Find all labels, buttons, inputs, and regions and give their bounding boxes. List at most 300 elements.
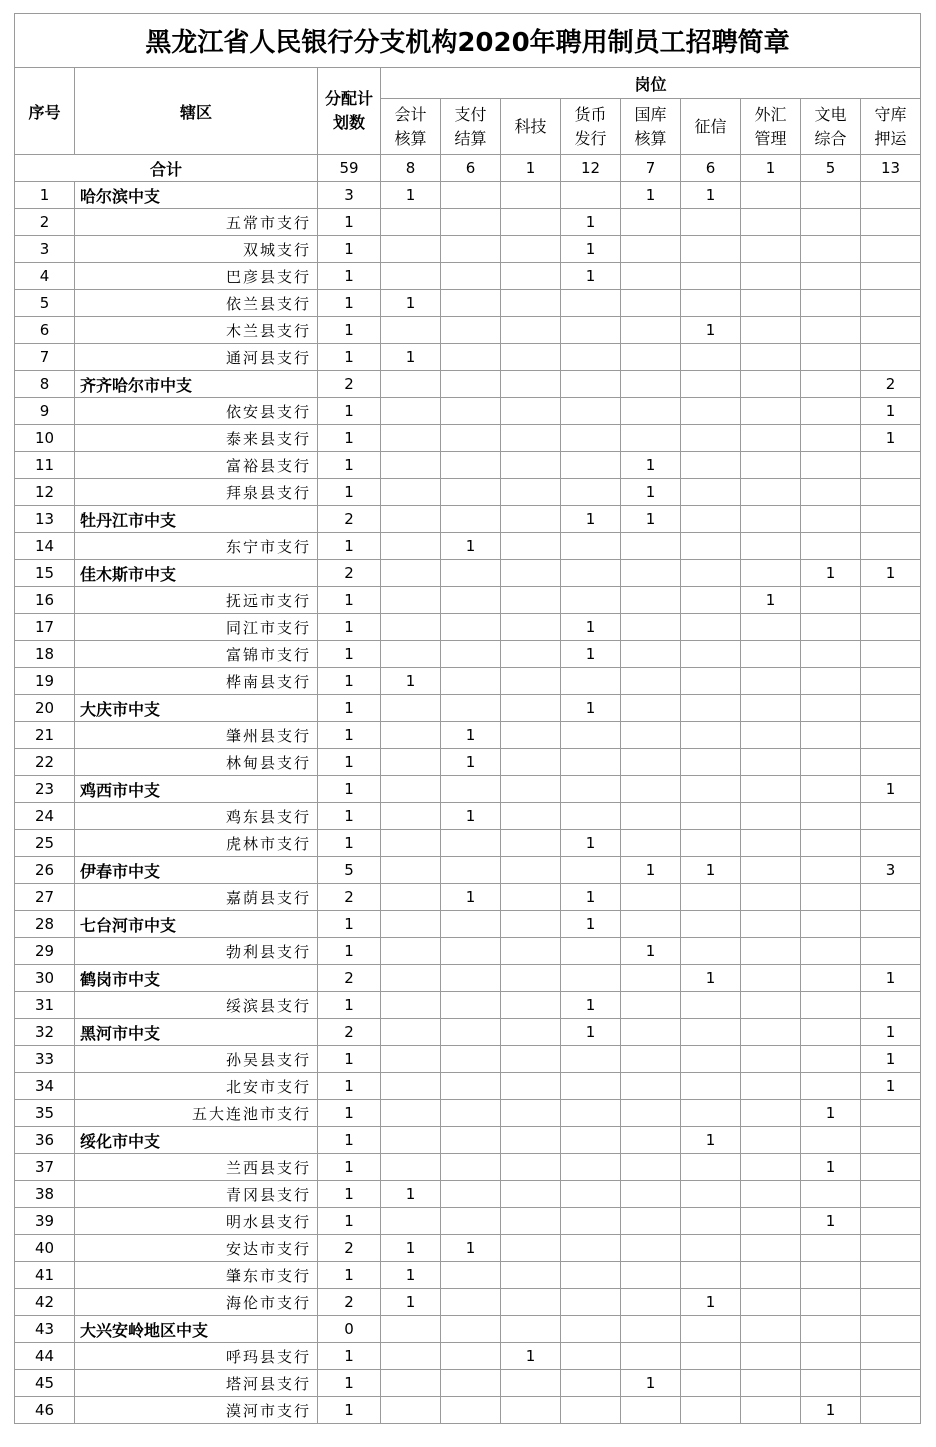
row-position-value	[801, 803, 861, 830]
row-position-value	[441, 911, 501, 938]
row-position-value	[861, 587, 921, 614]
row-position-value	[801, 1019, 861, 1046]
row-position-value	[681, 1370, 741, 1397]
row-position-value	[741, 803, 801, 830]
row-seq: 20	[15, 695, 75, 722]
row-position-value	[861, 1397, 921, 1424]
row-position-value: 1	[861, 965, 921, 992]
row-position-value	[501, 1073, 561, 1100]
row-position-value	[801, 506, 861, 533]
row-position-value	[561, 965, 621, 992]
row-seq: 3	[15, 236, 75, 263]
row-position-value: 1	[501, 1343, 561, 1370]
row-position-value	[681, 371, 741, 398]
row-position-value	[501, 1127, 561, 1154]
row-district-name: 林甸县支行	[75, 749, 318, 776]
row-position-value	[741, 749, 801, 776]
row-position-value: 1	[801, 1208, 861, 1235]
row-position-value	[381, 1046, 441, 1073]
row-seq: 27	[15, 884, 75, 911]
row-position-value	[741, 290, 801, 317]
row-district-name: 通河县支行	[75, 344, 318, 371]
row-position-value	[861, 533, 921, 560]
table-row	[15, 1289, 921, 1316]
row-position-value	[741, 965, 801, 992]
row-district-name: 大庆市中支	[75, 695, 318, 722]
row-position-value	[681, 425, 741, 452]
row-position-value	[381, 1073, 441, 1100]
row-position-value	[561, 857, 621, 884]
row-position-value	[381, 398, 441, 425]
row-position-value	[621, 830, 681, 857]
row-position-value	[861, 317, 921, 344]
row-district-name: 黑河市中支	[75, 1019, 318, 1046]
row-position-value	[501, 803, 561, 830]
row-plan: 2	[318, 371, 381, 398]
row-position-value	[801, 1235, 861, 1262]
row-position-value	[501, 1181, 561, 1208]
row-position-value	[501, 317, 561, 344]
row-district-name: 呼玛县支行	[75, 1343, 318, 1370]
table-row	[15, 398, 921, 425]
header-position-col	[501, 99, 561, 155]
row-position-value	[561, 344, 621, 371]
row-seq: 35	[15, 1100, 75, 1127]
row-position-value: 1	[621, 1370, 681, 1397]
table-row	[15, 965, 921, 992]
row-plan: 1	[318, 1208, 381, 1235]
row-position-value	[861, 344, 921, 371]
row-position-value	[561, 749, 621, 776]
row-position-value	[621, 1019, 681, 1046]
row-position-value: 1	[861, 1019, 921, 1046]
row-seq: 17	[15, 614, 75, 641]
row-position-value: 1	[381, 1181, 441, 1208]
row-seq: 21	[15, 722, 75, 749]
row-position-value	[621, 425, 681, 452]
row-position-value: 1	[561, 236, 621, 263]
row-position-value	[381, 1100, 441, 1127]
row-position-value	[801, 1073, 861, 1100]
row-plan: 1	[318, 533, 381, 560]
row-position-value	[381, 641, 441, 668]
row-position-value	[741, 560, 801, 587]
row-seq: 5	[15, 290, 75, 317]
row-position-value	[561, 479, 621, 506]
row-position-value	[501, 587, 561, 614]
row-district-name: 双城支行	[75, 236, 318, 263]
row-position-value	[801, 317, 861, 344]
row-position-value	[441, 263, 501, 290]
row-position-value	[621, 668, 681, 695]
header-position-col	[441, 99, 501, 155]
row-plan: 1	[318, 911, 381, 938]
table-row	[15, 749, 921, 776]
row-position-value: 1	[441, 722, 501, 749]
row-position-value	[441, 641, 501, 668]
row-district-name: 鸡西市中支	[75, 776, 318, 803]
row-plan: 1	[318, 641, 381, 668]
row-position-value	[801, 911, 861, 938]
row-position-value	[561, 1262, 621, 1289]
row-position-value	[501, 695, 561, 722]
row-position-value	[561, 776, 621, 803]
header-district: 辖区	[75, 68, 318, 155]
table-row	[15, 533, 921, 560]
row-position-value	[501, 749, 561, 776]
row-district-name: 塔河县支行	[75, 1370, 318, 1397]
row-position-value	[741, 722, 801, 749]
row-position-value	[801, 344, 861, 371]
row-position-value	[681, 1181, 741, 1208]
header-plan-line1: 分配计	[324, 89, 373, 108]
row-position-value: 1	[621, 452, 681, 479]
row-position-value	[741, 857, 801, 884]
table-row	[15, 317, 921, 344]
total-value: 1	[741, 155, 801, 182]
row-position-value	[621, 1235, 681, 1262]
row-position-value	[861, 506, 921, 533]
table-row	[15, 803, 921, 830]
row-position-value	[561, 1208, 621, 1235]
table-row	[15, 1262, 921, 1289]
row-position-value	[861, 992, 921, 1019]
row-position-value	[801, 641, 861, 668]
table-row	[15, 1208, 921, 1235]
row-position-value: 2	[861, 371, 921, 398]
row-district-name: 哈尔滨中支	[75, 182, 318, 209]
row-position-value	[501, 236, 561, 263]
row-position-value	[681, 506, 741, 533]
row-position-value	[381, 614, 441, 641]
row-seq: 39	[15, 1208, 75, 1235]
total-value: 7	[621, 155, 681, 182]
row-seq: 42	[15, 1289, 75, 1316]
row-district-name: 安达市支行	[75, 1235, 318, 1262]
row-position-value	[381, 776, 441, 803]
header-position-line2: 发行	[574, 128, 607, 148]
row-position-value	[381, 425, 441, 452]
row-position-value	[681, 533, 741, 560]
row-position-value	[621, 749, 681, 776]
row-position-value	[501, 1154, 561, 1181]
table-row	[15, 938, 921, 965]
row-position-value	[741, 1154, 801, 1181]
row-position-value: 1	[621, 857, 681, 884]
row-position-value: 1	[681, 1289, 741, 1316]
header-position-line2: 核算	[394, 128, 427, 148]
row-position-value	[501, 911, 561, 938]
row-position-value	[501, 1208, 561, 1235]
row-district-name: 桦南县支行	[75, 668, 318, 695]
row-position-value	[441, 182, 501, 209]
row-position-value	[861, 1289, 921, 1316]
row-position-value	[501, 425, 561, 452]
row-district-name: 漠河市支行	[75, 1397, 318, 1424]
page-title: 黑龙江省人民银行分支机构2020年聘用制员工招聘简章	[15, 14, 921, 68]
table-row	[15, 263, 921, 290]
row-position-value	[801, 263, 861, 290]
row-position-value	[861, 911, 921, 938]
row-position-value: 1	[681, 857, 741, 884]
row-position-value	[741, 1073, 801, 1100]
row-position-value	[621, 614, 681, 641]
row-position-value	[741, 371, 801, 398]
table-row	[15, 884, 921, 911]
row-position-value	[381, 695, 441, 722]
header-position-col	[561, 99, 621, 155]
row-plan: 1	[318, 1397, 381, 1424]
row-seq: 14	[15, 533, 75, 560]
row-plan: 2	[318, 1019, 381, 1046]
row-position-value	[741, 776, 801, 803]
row-seq: 22	[15, 749, 75, 776]
header-position-col	[621, 99, 681, 155]
recruitment-table	[14, 13, 921, 1424]
row-position-value	[441, 1154, 501, 1181]
table-row	[15, 911, 921, 938]
row-district-name: 拜泉县支行	[75, 479, 318, 506]
row-position-value	[441, 938, 501, 965]
row-position-value	[741, 1208, 801, 1235]
row-position-value	[501, 344, 561, 371]
row-position-value: 1	[801, 560, 861, 587]
row-position-value	[501, 1235, 561, 1262]
header-plan-line2: 划数	[332, 113, 365, 132]
row-position-value	[441, 1073, 501, 1100]
table-row	[15, 614, 921, 641]
row-position-value	[741, 641, 801, 668]
header-position-col	[741, 99, 801, 155]
table-row	[15, 1397, 921, 1424]
row-plan: 1	[318, 938, 381, 965]
total-value: 13	[861, 155, 921, 182]
row-position-value	[801, 533, 861, 560]
total-label: 合计	[15, 155, 318, 182]
row-position-value	[501, 1289, 561, 1316]
row-position-value: 1	[561, 506, 621, 533]
row-position-value: 1	[441, 533, 501, 560]
row-position-value	[381, 965, 441, 992]
header-position-line1: 国库	[634, 104, 667, 124]
row-plan: 1	[318, 209, 381, 236]
row-plan: 1	[318, 425, 381, 452]
row-position-value	[741, 1235, 801, 1262]
row-position-value	[441, 398, 501, 425]
row-seq: 32	[15, 1019, 75, 1046]
row-position-value	[741, 506, 801, 533]
row-position-value	[621, 371, 681, 398]
table-row	[15, 1181, 921, 1208]
row-plan: 1	[318, 1046, 381, 1073]
row-position-value	[801, 695, 861, 722]
row-seq: 6	[15, 317, 75, 344]
row-position-value	[381, 209, 441, 236]
row-plan: 1	[318, 776, 381, 803]
row-district-name: 鹤岗市中支	[75, 965, 318, 992]
row-position-value	[861, 1343, 921, 1370]
header-plan	[318, 68, 381, 155]
row-position-value: 1	[441, 1235, 501, 1262]
row-plan: 2	[318, 1235, 381, 1262]
row-position-value	[681, 884, 741, 911]
row-position-value	[561, 668, 621, 695]
table-row	[15, 182, 921, 209]
row-position-value	[801, 830, 861, 857]
row-position-value	[681, 452, 741, 479]
row-position-value	[441, 695, 501, 722]
row-position-value	[501, 560, 561, 587]
row-position-value: 1	[861, 560, 921, 587]
row-position-value	[621, 776, 681, 803]
header-positions: 岗位	[381, 68, 921, 99]
row-position-value	[621, 911, 681, 938]
row-plan: 1	[318, 1127, 381, 1154]
row-position-value	[741, 830, 801, 857]
row-position-value	[501, 479, 561, 506]
table-row	[15, 425, 921, 452]
row-district-name: 七台河市中支	[75, 911, 318, 938]
row-position-value	[561, 371, 621, 398]
row-position-value	[561, 1127, 621, 1154]
row-position-value	[561, 1235, 621, 1262]
row-position-value: 1	[861, 425, 921, 452]
table-row	[15, 209, 921, 236]
row-position-value: 1	[561, 830, 621, 857]
header-position-line2: 综合	[814, 128, 847, 148]
row-position-value	[381, 1397, 441, 1424]
row-district-name: 勃利县支行	[75, 938, 318, 965]
row-position-value	[441, 1181, 501, 1208]
table-row	[15, 1154, 921, 1181]
row-seq: 19	[15, 668, 75, 695]
row-position-value: 1	[561, 992, 621, 1019]
row-position-value	[501, 506, 561, 533]
row-position-value	[801, 425, 861, 452]
row-position-value: 1	[861, 776, 921, 803]
row-position-value	[621, 641, 681, 668]
row-position-value	[801, 992, 861, 1019]
row-district-name: 鸡东县支行	[75, 803, 318, 830]
row-position-value	[861, 1100, 921, 1127]
row-district-name: 海伦市支行	[75, 1289, 318, 1316]
row-position-value	[501, 722, 561, 749]
table-row	[15, 344, 921, 371]
row-plan: 1	[318, 398, 381, 425]
row-plan: 1	[318, 344, 381, 371]
row-position-value	[741, 1370, 801, 1397]
row-district-name: 依兰县支行	[75, 290, 318, 317]
row-position-value	[561, 1397, 621, 1424]
row-position-value	[501, 398, 561, 425]
row-seq: 10	[15, 425, 75, 452]
row-position-value	[501, 857, 561, 884]
row-position-value	[441, 1208, 501, 1235]
row-position-value	[681, 938, 741, 965]
row-position-value	[441, 1100, 501, 1127]
row-position-value: 1	[801, 1100, 861, 1127]
row-position-value	[621, 1316, 681, 1343]
row-plan: 1	[318, 290, 381, 317]
row-position-value: 1	[381, 668, 441, 695]
row-position-value	[741, 1289, 801, 1316]
row-position-value	[441, 452, 501, 479]
row-position-value	[381, 1208, 441, 1235]
row-position-value	[681, 263, 741, 290]
row-district-name: 肇州县支行	[75, 722, 318, 749]
row-position-value: 1	[441, 749, 501, 776]
row-district-name: 五大连池市支行	[75, 1100, 318, 1127]
row-position-value: 1	[681, 317, 741, 344]
row-position-value	[561, 722, 621, 749]
row-district-name: 青冈县支行	[75, 1181, 318, 1208]
row-position-value	[381, 911, 441, 938]
row-position-value	[861, 1262, 921, 1289]
row-position-value: 1	[441, 884, 501, 911]
row-position-value: 1	[381, 1262, 441, 1289]
row-seq: 29	[15, 938, 75, 965]
row-position-value	[621, 344, 681, 371]
row-district-name: 同江市支行	[75, 614, 318, 641]
row-position-value	[861, 1235, 921, 1262]
row-position-value	[621, 533, 681, 560]
row-position-value	[741, 479, 801, 506]
table-row	[15, 587, 921, 614]
row-position-value	[681, 668, 741, 695]
row-position-value	[441, 1127, 501, 1154]
row-position-value: 1	[561, 1019, 621, 1046]
row-position-value	[621, 1343, 681, 1370]
row-position-value	[861, 452, 921, 479]
row-position-value	[501, 776, 561, 803]
row-position-value	[621, 695, 681, 722]
row-position-value	[861, 884, 921, 911]
row-position-value	[681, 587, 741, 614]
row-position-value: 1	[801, 1397, 861, 1424]
row-position-value	[681, 749, 741, 776]
row-position-value	[801, 1046, 861, 1073]
row-position-value	[681, 1073, 741, 1100]
row-position-value	[621, 1127, 681, 1154]
row-position-value	[621, 263, 681, 290]
header-position-line2: 核算	[634, 128, 667, 148]
row-position-value	[621, 884, 681, 911]
row-position-value	[741, 992, 801, 1019]
row-position-value	[681, 1235, 741, 1262]
row-position-value	[561, 1181, 621, 1208]
header-position-line1: 支付	[454, 104, 487, 124]
row-position-value	[861, 1154, 921, 1181]
row-position-value	[741, 884, 801, 911]
row-position-value	[381, 992, 441, 1019]
row-position-value	[441, 1046, 501, 1073]
row-position-value	[801, 236, 861, 263]
row-position-value	[861, 695, 921, 722]
header-position-line2: 结算	[454, 128, 487, 148]
row-position-value	[801, 587, 861, 614]
row-position-value	[681, 236, 741, 263]
row-position-value: 1	[561, 209, 621, 236]
row-district-name: 北安市支行	[75, 1073, 318, 1100]
table-row	[15, 1370, 921, 1397]
row-position-value	[861, 209, 921, 236]
row-district-name: 明水县支行	[75, 1208, 318, 1235]
row-position-value	[381, 506, 441, 533]
header-position-col	[861, 99, 921, 155]
row-seq: 23	[15, 776, 75, 803]
row-position-value	[441, 1019, 501, 1046]
row-position-value	[801, 722, 861, 749]
